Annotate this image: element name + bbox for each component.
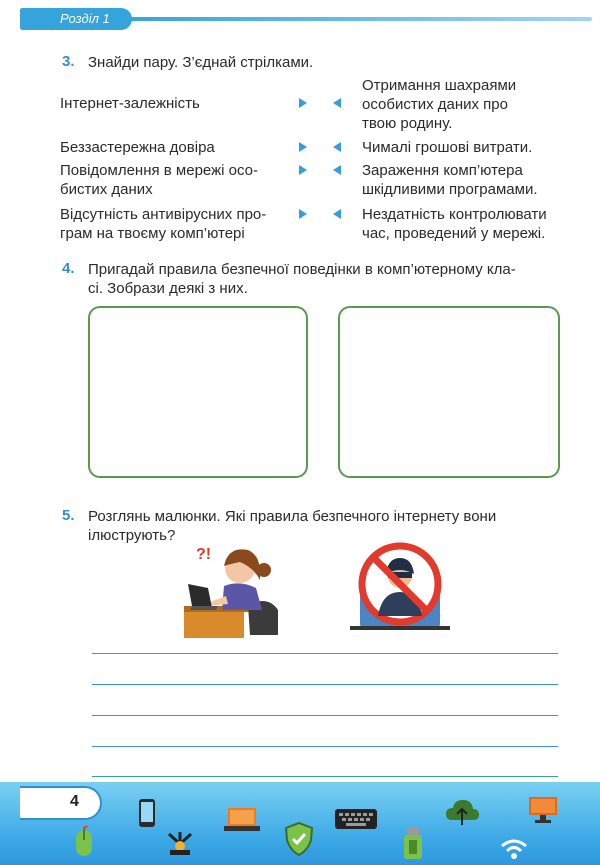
right-item-3 bbox=[362, 161, 577, 199]
right-item-4 bbox=[362, 205, 577, 243]
task-4-line-2: сі. Зобрази деякі з них. bbox=[88, 280, 248, 297]
mouse-icon bbox=[74, 826, 94, 863]
page-number-tab bbox=[20, 786, 102, 820]
right-item-2 bbox=[362, 138, 577, 157]
left-item-3 bbox=[60, 161, 290, 199]
smartphone-icon bbox=[138, 798, 156, 833]
left-item-3-line-2: бистих даних bbox=[60, 181, 153, 198]
arrow-right-4[interactable] bbox=[299, 209, 307, 219]
task-4-line-1: Пригадай правила безпечної поведінки в комп’ютерному кла- bbox=[88, 261, 516, 278]
arrow-left-4[interactable] bbox=[333, 209, 341, 219]
left-item-1-line-1: Інтернет-залежність bbox=[60, 95, 200, 112]
arrow-right-1[interactable] bbox=[299, 98, 307, 108]
girl-at-laptop-illustration bbox=[178, 540, 288, 640]
cloud-icon bbox=[444, 798, 480, 833]
right-item-1-line-3: твою родину. bbox=[362, 115, 453, 132]
task-4-number: 4. bbox=[62, 260, 75, 277]
wifi-icon bbox=[500, 838, 528, 865]
no-hacker-illustration bbox=[350, 542, 450, 634]
arrow-left-3[interactable] bbox=[333, 165, 341, 175]
task-5-number: 5. bbox=[62, 507, 75, 524]
answer-line-2[interactable] bbox=[92, 684, 558, 685]
right-item-1-line-1: Отримання шахраями bbox=[362, 77, 517, 94]
right-item-4-line-1: Нездатність контролювати bbox=[362, 206, 547, 223]
laptop-icon bbox=[222, 806, 262, 839]
exclamation-mark: ?! bbox=[196, 546, 212, 563]
task-3-title: Знайди пару. З’єднай стрілками. bbox=[88, 54, 314, 71]
right-item-3-line-2: шкідливими програмами. bbox=[362, 181, 538, 198]
left-item-1 bbox=[60, 94, 290, 113]
right-item-3-line-1: Зараження комп’ютера bbox=[362, 162, 523, 179]
task-5-line-1: Розглянь малюнки. Які правила безпечного інтернету вони bbox=[88, 508, 497, 525]
arrow-left-2[interactable] bbox=[333, 142, 341, 152]
usb-drive-icon bbox=[400, 826, 426, 865]
arrow-right-3[interactable] bbox=[299, 165, 307, 175]
right-item-1 bbox=[362, 76, 577, 133]
left-item-4-line-2: грам на твоєму комп’ютері bbox=[60, 225, 245, 242]
arrow-left-1[interactable] bbox=[333, 98, 341, 108]
task-5-line-2: ілюструють? bbox=[88, 527, 176, 544]
answer-line-1[interactable] bbox=[92, 653, 558, 654]
task-3-number: 3. bbox=[62, 53, 75, 70]
monitor-icon bbox=[528, 796, 558, 829]
task-5-text bbox=[88, 507, 578, 545]
drawing-box-1[interactable] bbox=[88, 306, 308, 478]
right-item-4-line-2: час, проведений у мережі. bbox=[362, 225, 546, 242]
answer-line-5[interactable] bbox=[92, 776, 558, 777]
task-4-text bbox=[88, 260, 578, 298]
left-item-4-line-1: Відсутність антивірусних про- bbox=[60, 206, 267, 223]
shield-icon bbox=[284, 822, 314, 861]
page-number: 4 bbox=[70, 793, 79, 810]
left-item-2-line-1: Беззастережна довіра bbox=[60, 139, 215, 156]
left-item-4 bbox=[60, 205, 290, 243]
right-item-2-line-1: Чималі грошові витрати. bbox=[362, 139, 533, 156]
answer-line-4[interactable] bbox=[92, 746, 558, 747]
drawing-box-2[interactable] bbox=[338, 306, 560, 478]
arrow-right-2[interactable] bbox=[299, 142, 307, 152]
left-item-3-line-1: Повідомлення в мережі осо- bbox=[60, 162, 258, 179]
right-item-1-line-2: особистих даних про bbox=[362, 96, 508, 113]
network-icon bbox=[166, 830, 194, 861]
section-tab bbox=[20, 8, 132, 30]
left-item-2 bbox=[60, 138, 290, 157]
section-label: Розділ 1 bbox=[60, 11, 110, 26]
header-rule bbox=[120, 17, 592, 21]
answer-line-3[interactable] bbox=[92, 715, 558, 716]
keyboard-icon bbox=[334, 808, 378, 835]
